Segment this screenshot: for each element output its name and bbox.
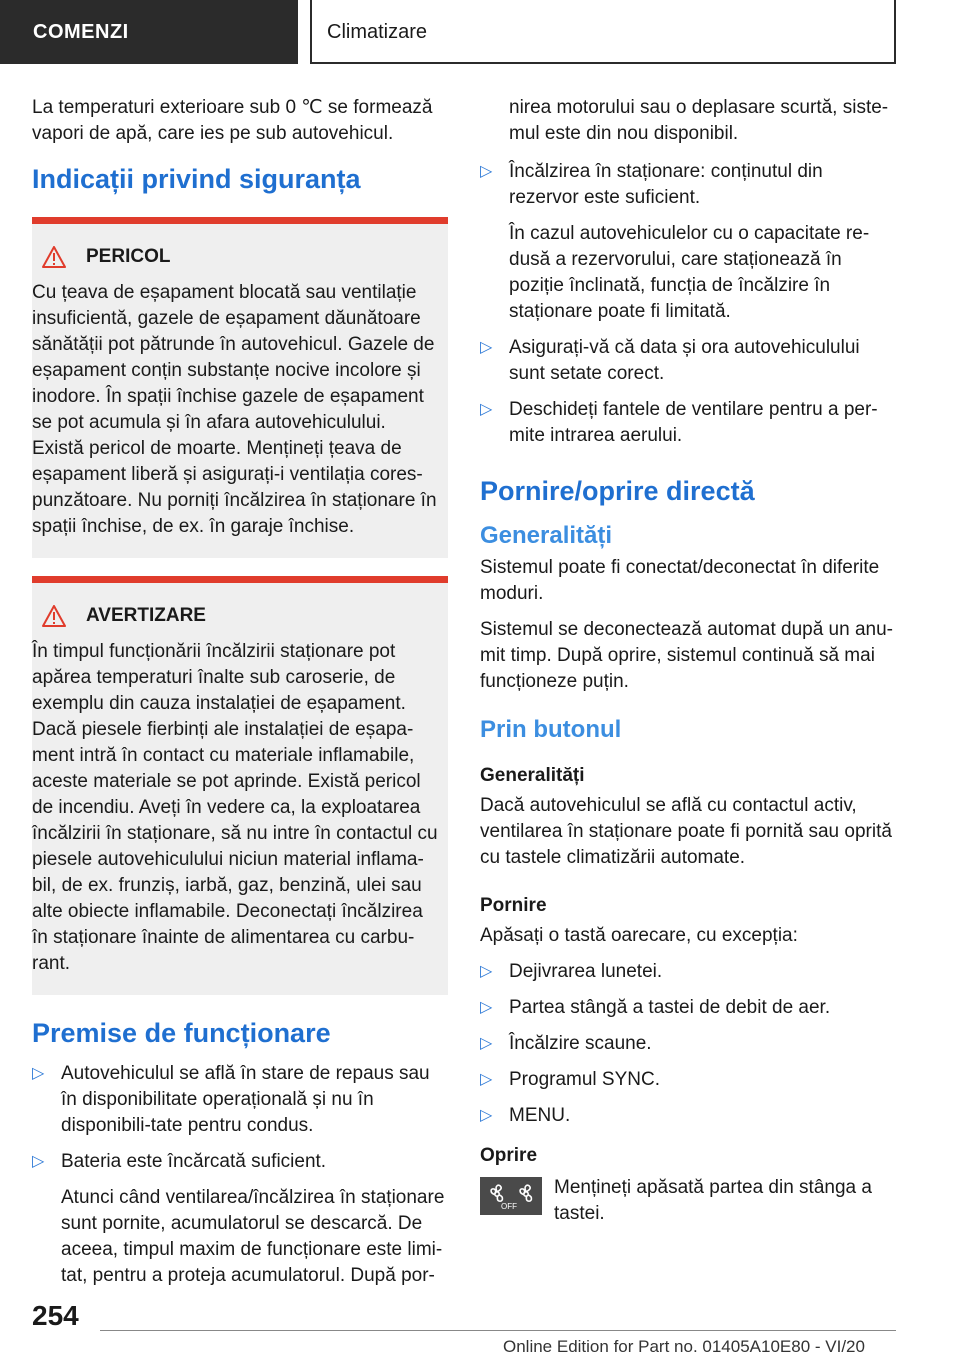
prereq-heading: Premise de funcționare	[32, 1018, 331, 1048]
off-label: OFF	[501, 1202, 517, 1211]
list-item-text: Deschideți fantele de ventilare pentru a per-mite intrarea aerului.	[509, 399, 878, 446]
bullet-icon: ▷	[480, 1035, 493, 1052]
prereq-list	[32, 1061, 448, 1289]
stop-text: Mențineți apăsată partea din stânga a tastei.	[554, 1177, 872, 1224]
direct-heading: Pornire/oprire directă	[480, 476, 755, 506]
list-item-text: Încălzirea în staționare: conținutul din rezervor este suficient.	[509, 161, 823, 208]
bullet-icon: ▷	[32, 1065, 45, 1082]
intro-paragraph: La temperaturi exterioare sub 0 ℃ se formează vapori de apă, care ies pe sub autovehicul.	[32, 97, 433, 144]
list-item	[480, 397, 896, 449]
right-column	[480, 95, 896, 1227]
section-tab: COMENZI	[0, 0, 298, 64]
warning-box	[32, 576, 448, 995]
warning-triangle-icon	[42, 605, 66, 627]
battery-note: Atunci când ventilarea/încălzirea în staționare sunt pornite, acumulatorul se descarcă. De aceea, timpul maxim de funcționare este limi-tat, pentru a proteja acumulatorul. După por-	[61, 1187, 445, 1286]
list-item	[480, 1031, 896, 1057]
battery-note-cont: nirea motorului sau o deplasare scurtă, siste-mul este din nou disponibil.	[509, 97, 889, 144]
bullet-icon: ▷	[480, 1071, 493, 1088]
page-number: 254	[32, 1300, 79, 1331]
general-heading: Generalități	[480, 522, 613, 549]
danger-text: Cu țeava de eșapament blocată sau ventilație insuficientă, gazele de eșapament dăunătoare sănătății pot pătrunde în autovehicul. Gazele de eșapament conțin substanțe nocive incolore și inodore. În spații închise gazele de eșapament se pot acumula și în afara autovehiculului. Există pericol de moarte. Mențineți țeava de eșapament liberă și asigurați-i ventilația cores-punzătoare. Nu porniți încălzirea în staționare în spații închise, de ex. în garaje închise.	[32, 282, 437, 537]
list-item	[480, 959, 896, 985]
bullet-icon: ▷	[480, 963, 493, 980]
danger-box	[32, 217, 448, 558]
safety-heading: Indicații privind siguranța	[32, 164, 361, 194]
start-text: Apăsați o tastă oarecare, cu excepția:	[480, 925, 798, 946]
list-item-text: Încălzire scaune.	[509, 1033, 652, 1054]
bullet-icon: ▷	[480, 339, 493, 356]
button-heading: Prin butonul	[480, 716, 622, 743]
button-general-text: Dacă autovehiculul se află cu contactul activ, ventilarea în staționare poate fi pornită sau oprită cu tastele climatizării automate.	[480, 795, 892, 868]
list-item-text: Autovehiculul se află în stare de repaus sau în disponibilitate operațională și nu în disponibili-tate pentru condus.	[61, 1063, 430, 1136]
list-item	[480, 995, 896, 1021]
list-item	[32, 1061, 448, 1139]
start-list	[480, 959, 896, 1129]
list-item-text: MENU.	[509, 1105, 571, 1126]
list-item-text: Bateria este încărcată suficient.	[61, 1151, 327, 1172]
tank-note: În cazul autovehiculelor cu o capacitate re-dusă a rezervorului, care staționează în poziție înclinată, funcția de încălzire în staționare poate fi limitată.	[509, 223, 870, 322]
list-item-text: Dejivrarea lunetei.	[509, 961, 663, 982]
bullet-icon: ▷	[480, 401, 493, 418]
warning-title-row	[32, 603, 438, 629]
prereq-list-cont	[480, 95, 896, 449]
list-item	[480, 1103, 896, 1129]
stop-heading: Oprire	[480, 1145, 538, 1166]
fan-off-icon-graphic	[481, 1178, 541, 1214]
list-item-text: Partea stângă a tastei de debit de aer.	[509, 997, 831, 1018]
fan-off-icon	[480, 1177, 542, 1215]
bullet-icon: ▷	[32, 1153, 45, 1170]
left-column	[32, 95, 448, 1303]
list-item	[480, 335, 896, 387]
warning-title: AVERTIZARE	[86, 605, 206, 626]
button-general-heading: Generalități	[480, 765, 585, 786]
list-item-text: Asigurați-vă că data și ora autovehiculului sunt setate corect.	[509, 337, 860, 384]
warning-text: În timpul funcționării încălzirii staționare pot apărea temperaturi înalte sub caroserie, de exemplu din cauza instalației de eșapament. Dacă piesele fierbinți ale instalației de eșapa-ment intră în contact cu materiale inflamabile, aceste materiale se pot aprinde. Există pericol de incendiu. Aveți în vedere ca, la exploatarea încălzirii în staționare, să nu intre în contactul cu piesele autovehiculului niciun material inflama-bil, de ex. frunziș, iarbă, gaz, benzină, ulei sau alte obiecte inflamabile. Deconectați încălzirea în staționare înainte de alimentarea cu carbu-rant.	[32, 641, 438, 974]
warning-triangle-icon	[42, 246, 66, 268]
start-heading: Pornire	[480, 895, 547, 916]
list-item	[480, 95, 896, 147]
bullet-icon: ▷	[480, 1107, 493, 1124]
list-item	[32, 1149, 448, 1289]
chapter-tab: Climatizare	[310, 0, 896, 64]
stop-row	[480, 1175, 896, 1227]
danger-title-row	[32, 244, 438, 270]
bullet-icon: ▷	[480, 999, 493, 1016]
list-item	[480, 159, 896, 325]
bullet-icon: ▷	[480, 163, 493, 180]
danger-title: PERICOL	[86, 246, 171, 267]
list-item-text: Programul SYNC.	[509, 1069, 660, 1090]
edition-text: Online Edition for Part no. 01405A10E80 - VI/20	[503, 1337, 865, 1356]
general-paragraph-1: Sistemul poate fi conectat/deconectat în diferite moduri.	[480, 557, 880, 604]
footer-divider	[100, 1330, 896, 1331]
list-item	[480, 1067, 896, 1093]
general-paragraph-2: Sistemul se deconectează automat după un anu-mit timp. După oprire, sistemul continuă să mai funcționeze puțin.	[480, 619, 893, 692]
